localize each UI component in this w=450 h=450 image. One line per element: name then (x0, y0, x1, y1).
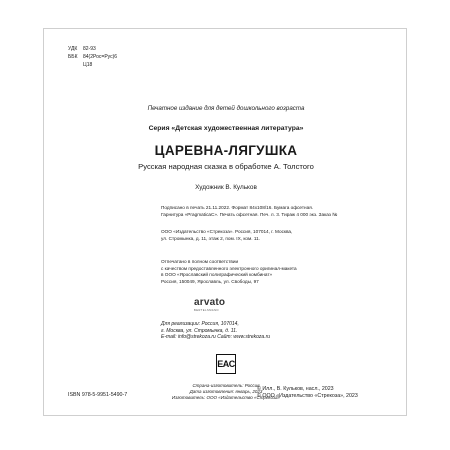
printer-line: с качеством предоставленного электронного оригинал-макета (161, 265, 297, 271)
print-info (161, 205, 337, 218)
print-info-line: Подписано в печать 21.11.2022. Формат 84х108/16. Бумага офсетная. (161, 205, 314, 210)
printer-info (161, 259, 297, 285)
series-title: Серия «Детская художественная литература» (148, 125, 304, 132)
origin-line: Дата изготовления: январь, 2023 (189, 389, 263, 394)
classification-codes (68, 45, 117, 69)
print-info-line: Гарнитура «PragmaticaC». Печать офсетная. Печ. л. 3. Тираж 4 000 экз. Заказ № (161, 211, 338, 217)
origin-line: Изготовитель: ООО «Издательство «Стрекоза» (171, 395, 281, 400)
distribution-line: E-mail: info@strekoza.ru Сайт: www.strekoza.ru (161, 334, 271, 340)
udk-value: 82-93 (83, 46, 96, 52)
printer-line: в ООО «Ярославский полиграфический комбинат» (161, 272, 273, 277)
age-mark: Ц18 (83, 62, 93, 68)
printer-logo (194, 298, 225, 312)
book-title: ЦАРЕВНА-ЛЯГУШКА (154, 143, 298, 158)
artist-credit: Художник В. Кульков (195, 184, 257, 191)
distribution-info (161, 321, 270, 341)
udk-label: УДК (68, 46, 78, 52)
printer-logo-word: arvato (194, 297, 226, 308)
publisher-address (161, 229, 292, 242)
publisher-line: ул. Стромынка, д. 11, этаж 2, пом. IX, ком. 11. (161, 235, 261, 241)
copyright (257, 386, 358, 400)
copyright-line: © Илл., В. Кульков, насл., 2023 (257, 386, 334, 392)
imprint-page (43, 28, 407, 416)
copyright-line: © ООО «Издательство «Стрекоза», 2023 (257, 393, 358, 399)
edition-note: Печатное издание для детей дошкольного возраста (147, 105, 305, 112)
printer-line: Россия, 150049, Ярославль, ул. Свободы, 97 (161, 278, 259, 284)
printer-logo-subtext: BERTELSMANN (194, 309, 219, 312)
distribution-line: г. Москва, ул. Стромынка, д. 11. (161, 327, 238, 334)
origin-line: Страна-изготовитель: Россия (192, 383, 260, 388)
distribution-line: Для реализации: Россия, 107014, (161, 321, 239, 327)
book-subtitle: Русская народная сказка в обработке А. Толстого (138, 162, 314, 171)
bbk-value: 84(2Рос=Рус)6 (83, 54, 118, 60)
printer-line: Отпечатано в полном соответствии (161, 259, 239, 264)
publisher-line: ООО «Издательство «Стрекоза». Россия, 107014, г. Москва, (161, 229, 293, 234)
isbn: ISBN 978-5-9951-5490-7 (68, 392, 128, 398)
eac-certification-icon: EAC (216, 354, 236, 374)
bbk-label: ББК (68, 54, 78, 60)
